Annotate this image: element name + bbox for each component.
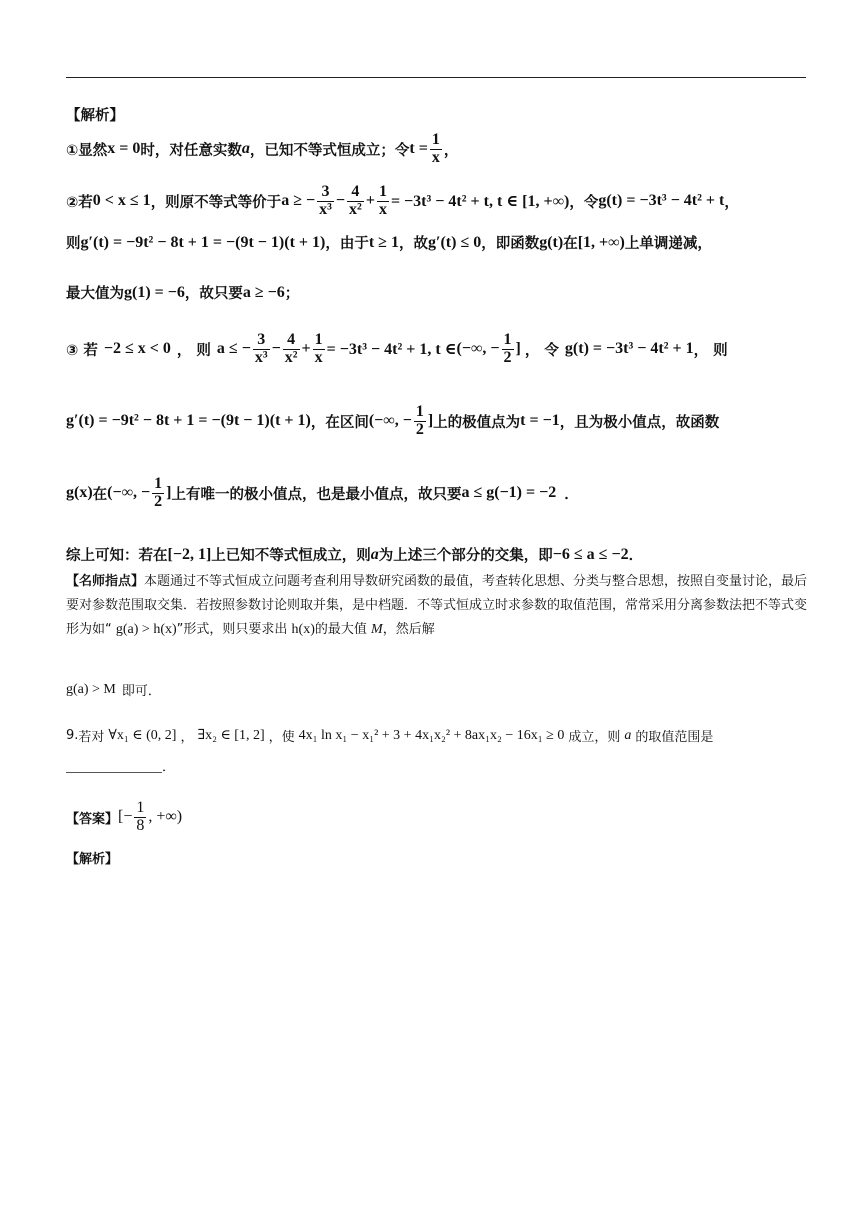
problem9-text-c: ，使 — [268, 730, 295, 745]
step3-line2-a: ，在区间 — [310, 414, 369, 431]
step3-line3-g: g(x) — [66, 484, 93, 502]
step2-cond: 0 < x ≤ 1 — [92, 192, 151, 210]
step3-line3-interval — [107, 476, 171, 511]
summary-text-c: 为上述三个部分的交集，即 — [378, 548, 553, 564]
step1-frac-den: x — [431, 148, 440, 166]
step3-line3-a: 在 — [92, 486, 108, 503]
step2-line2-a: 则 — [66, 236, 81, 252]
step3-interval — [457, 332, 521, 367]
step2-result: a ≥ −6 — [242, 283, 285, 301]
step2-deriv-sign: g′(t) ≤ 0 — [427, 233, 482, 251]
problem9-number: 9. — [66, 728, 79, 743]
step2-derivative: g′(t) = −9t² − 8t + 1 = −(9t − 1)(t + 1) — [80, 233, 326, 251]
answer-tag: 【答案】 — [66, 811, 119, 827]
step1-fraction — [430, 132, 442, 167]
answer-line — [66, 800, 182, 835]
step1-tail: ， — [443, 142, 459, 159]
step3-line2-interval — [369, 404, 433, 439]
step3-int-right: ] — [515, 340, 521, 358]
summary-result: −6 ≤ a ≤ −2 — [552, 545, 629, 563]
step3-frac1 — [253, 332, 270, 367]
step2-cond2: t ≥ 1 — [368, 233, 399, 251]
step2-line2 — [66, 232, 712, 253]
step3-line2-int-left: (−∞, − — [368, 412, 412, 430]
problem9-var-a: a — [624, 727, 632, 743]
step1-cond: x = 0 — [107, 140, 141, 158]
step2-frac2-num: 4 — [351, 183, 360, 200]
step2-line1: ②若 0 < x ≤ 1 ，则原不等式等价于 a ≥ − $\frac{3}{\text{x³}}$ − $\frac{4}{\text{x²}}$ + $\frac{1}{x}$ = −3t³ − 4t² + t, t ∈ [1, +∞) ，令 g(t) = −3t³ − 4t² + t ， — [66, 183, 739, 218]
step3-int-num: 1 — [503, 331, 512, 348]
problem9-text-a: 若对 — [78, 730, 105, 745]
step3-line2-b: 上的极值点为 — [433, 414, 521, 431]
step3-frac2-num: 4 — [287, 331, 296, 348]
step2-text-a: ②若 — [66, 194, 93, 211]
step2-line3 — [66, 282, 299, 303]
step3-line3-int-right: ] — [166, 484, 172, 502]
step3-line2-int-num: 1 — [415, 403, 424, 420]
step3-text-c: ， 令 — [524, 342, 559, 359]
step1-text-b: 时，对任意实数 — [140, 142, 242, 159]
step3-frac2-den: x² — [284, 348, 298, 366]
problem9-forall: ∀x₁ ∈ (0, 2] — [108, 728, 177, 743]
step3-ineq-lhs: a ≤ − — [216, 340, 251, 358]
answer-frac — [134, 800, 146, 835]
step3-line3-int-num: 1 — [154, 475, 163, 492]
step3-frac1-den: x³ — [254, 348, 268, 366]
teacher-note-form: g(a) > h(x) — [115, 622, 177, 637]
step3-text-d: ， 则 — [693, 342, 728, 359]
step2-line2-c: ，故 — [398, 236, 428, 252]
teacher-note-text-2: ”形式，则只要求出 — [176, 622, 288, 637]
step2-text-d: ， — [724, 194, 739, 211]
step3-cond: −2 ≤ x < 0 — [103, 340, 171, 358]
step2-interval: [1, +∞) — [577, 233, 625, 251]
step2-g-def: g(t) = −3t³ − 4t² + t — [598, 192, 725, 210]
solution-tag: 【解析】 — [66, 108, 124, 124]
step2-text-b: ，则原不等式等价于 — [150, 194, 282, 211]
step1-sub-lhs: t = — [409, 140, 428, 158]
step3-line3-b: 上有唯一的极小值点，也是最小值点，故只要 — [171, 486, 462, 503]
step3-line2-int-den: 2 — [415, 420, 424, 438]
step3-g-def: g(t) = −3t³ − 4t² + 1 — [564, 340, 694, 358]
teacher-note-tag: 【名师指点】 — [66, 574, 145, 589]
problem9-line1 — [66, 726, 713, 745]
teacher-note-hx: h(x) — [291, 622, 315, 637]
step3-line3 — [66, 476, 579, 511]
summary-interval: [−2, 1] — [167, 545, 212, 563]
step2-frac3-num: 1 — [378, 183, 387, 200]
step3-line2-c: ，且为极小值点，故函数 — [559, 414, 720, 431]
answer-interval — [118, 800, 182, 835]
step3-int-frac — [502, 332, 514, 367]
step3-text-b: ， 则 — [176, 342, 211, 359]
problem9-text-d: 成立，则 — [568, 730, 621, 745]
answer-right: , +∞) — [148, 808, 183, 826]
step2-frac1-den: x³ — [319, 200, 332, 218]
step3-frac3-den: x — [314, 348, 323, 366]
teacher-note-text-1: 本题通过不等式恒成立问题考查利用导数研究函数的最值，考查转化思想、分类与整合思想，按照自变量讨论，最后要对参数范围取交集．若按照参数讨论则取并集，是中档题．不等式恒成立时求参数的取值范围，常常采用分离参数法把不等式变形为如“ — [66, 574, 808, 637]
step2-frac3 — [377, 184, 389, 219]
summary-text-a: 综上可知：若在 — [66, 548, 168, 564]
step3-line3-c: ． — [564, 486, 579, 503]
answer-den: 8 — [136, 816, 145, 834]
step3-line2-int-right: ] — [427, 412, 434, 430]
step2-line3-c: ； — [284, 286, 300, 302]
step1-line — [66, 132, 458, 167]
step1-text-c: ，已知不等式恒成立；令 — [249, 142, 410, 159]
problem9-exists: ∃x₂ ∈ [1, 2] — [197, 728, 265, 743]
step3-int-left: (−∞, − — [456, 340, 500, 358]
answer-left: [− — [118, 808, 133, 826]
step2-frac1 — [317, 184, 334, 219]
step2-line3-b: ，故只要 — [184, 286, 243, 302]
header-rule — [66, 77, 806, 78]
step2-frac1-num: 3 — [321, 183, 330, 200]
summary-var-a: a — [370, 545, 379, 563]
problem9-text-b: ， — [180, 730, 194, 745]
step2-ineq-rhs: = −3t³ − 4t² + t, t ∈ [1, +∞) — [390, 193, 570, 211]
answer-num: 1 — [136, 799, 145, 816]
problem9-inequality: 4x₁ ln x₁ − x₁² + 3 + 4x₁x₂² + 8ax₁x₂ − 16x₁ ≥ 0 — [298, 727, 565, 743]
step2-gfun: g(t) — [539, 233, 564, 251]
step2-line2-d: ，即函数 — [481, 236, 540, 252]
final-solution-tag: 【解析】 — [66, 852, 119, 867]
teacher-note — [66, 570, 811, 642]
step2-ineq-lhs: a ≥ − — [281, 192, 316, 210]
step2-line2-e: 在 — [563, 236, 578, 252]
summary-text-d: ． — [628, 548, 644, 564]
step2-max-expr: g(1) = −6 — [124, 283, 185, 301]
step2-text-c: ，令 — [569, 194, 599, 211]
problem9-text-e: 的取值范围是 — [635, 730, 714, 745]
teacher-note-final-expr: g(a) > M — [66, 681, 116, 697]
step3-frac1-num: 3 — [257, 331, 266, 348]
teacher-note-final — [66, 680, 161, 699]
step2-line2-b: ，由于 — [325, 236, 369, 252]
step3-frac3 — [313, 332, 325, 367]
step1-var-a: a — [241, 140, 250, 158]
teacher-note-text-4: ，然后解 — [382, 622, 435, 637]
problem9-blank-end: ． — [162, 760, 176, 775]
step3-text-a: ③ 若 — [66, 342, 98, 359]
teacher-note-final-text: 即可． — [121, 684, 161, 699]
summary-line — [66, 544, 643, 565]
step3-crit: t = −1 — [520, 412, 560, 430]
step1-frac-num: 1 — [431, 131, 440, 148]
step3-line3-int-frac — [152, 476, 164, 511]
step3-derivative: g′(t) = −9t² − 8t + 1 = −(9t − 1)(t + 1) — [66, 412, 311, 430]
step2-frac3-den: x — [378, 200, 387, 218]
step1-text-a: ①显然 — [66, 142, 108, 159]
step3-int-den: 2 — [503, 348, 512, 366]
problem9-line2 — [66, 756, 175, 775]
step3-line2-int-frac — [414, 404, 426, 439]
teacher-note-M: M — [371, 622, 383, 637]
step3-line1: ③ 若 −2 ≤ x < 0 ， 则 a ≤ − $\frac{3}{\text{x³}}$ − $\frac{4}{\text{x²}}$ + $\frac{1}{x}$ = −3t³ − 4t² + 1, t ∈ (−∞, − $\frac{1}{2}$ ] ， 令 g(t) = −3t³ − 4t² + 1 ， 则 — [66, 331, 728, 366]
summary-text-b: 上已知不等式恒成立，则 — [211, 548, 371, 564]
answer-blank — [66, 758, 162, 773]
step3-line3-int-den: 2 — [154, 492, 163, 510]
teacher-note-text-3: 的最大值 — [314, 622, 367, 637]
step3-frac3-num: 1 — [314, 331, 323, 348]
step3-line2 — [66, 404, 719, 439]
step2-frac2-den: x² — [349, 200, 362, 218]
step2-frac2 — [347, 184, 364, 219]
step2-line2-f: 上单调递减， — [624, 236, 712, 252]
step3-frac2 — [283, 332, 300, 367]
step3-line3-result: a ≤ g(−1) = −2 — [461, 484, 557, 502]
step3-line3-int-left: (−∞, − — [107, 484, 151, 502]
step2-line3-a: 最大值为 — [66, 286, 124, 302]
step3-ineq-rhs: = −3t³ − 4t² + 1, t ∈ — [326, 341, 457, 359]
